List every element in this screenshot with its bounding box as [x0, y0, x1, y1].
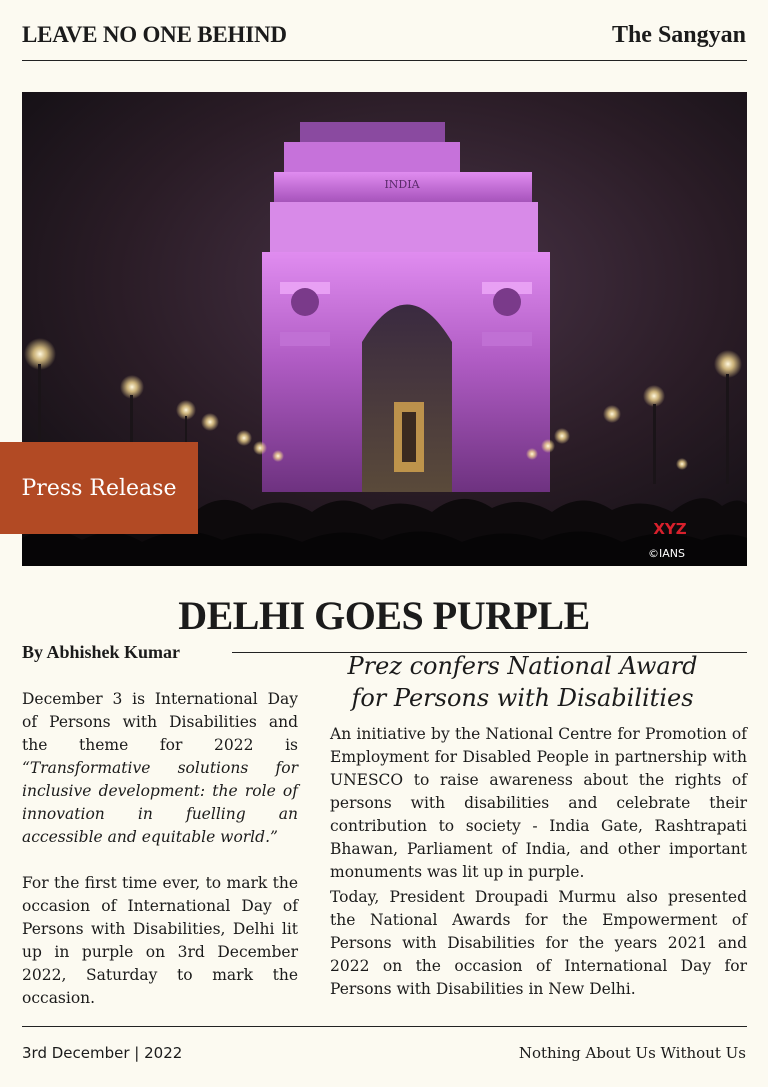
right-paragraph-2: Today, President Droupadi Murmu also presented the National Awards for the Empowerment of Persons with Disabilities for the years 2021 and 2022 on the occasion of International Day for Persons with Disabilities in New Delhi. [330, 888, 747, 998]
watermark-badge: XYZ [653, 520, 687, 538]
byline: By Abhishek Kumar [22, 642, 181, 662]
left-paragraph-1 [22, 688, 298, 849]
left-column [22, 688, 298, 1010]
top-divider [22, 60, 747, 61]
right-paragraph-1: An initiative by the National Centre for Promotion of Employment for Disabled People in partnership with UNESCO to raise awareness about the rights of persons with disabilities and celebrate their contribution to society - India Gate, Rashtrapati Bhawan, Parliament of India, and other important monuments was lit up in purple. [330, 725, 747, 881]
bottom-divider [22, 1026, 747, 1027]
theme-intro: December 3 is International Day of Persons with Disabilities and the theme for 2022 is [22, 690, 298, 754]
publication-name: The Sangyan [611, 22, 746, 48]
footer-slogan: Nothing About Us Without Us [518, 1044, 746, 1062]
photo-credit: ©IANS [648, 547, 685, 560]
footer-date: 3rd December | 2022 [22, 1044, 183, 1062]
subheadline: Prez confers National Award for Persons with Disabilities [347, 652, 698, 712]
press-release-tag: Press Release [0, 442, 198, 534]
left-paragraph-2: For the first time ever, to mark the occasion of International Day of Persons with Disabilities, Delhi lit up in purple on 3rd December 2022, Saturday to mark the occasion. [22, 874, 298, 1007]
right-column [330, 723, 747, 1001]
headline: DELHI GOES PURPLE [178, 593, 590, 638]
masthead-slogan: LEAVE NO ONE BEHIND [22, 22, 287, 47]
theme-quote: “Transformative solutions for inclusive development: the role of innovation in fuelling an accessible and equitable world.” [22, 759, 298, 846]
monument-inscription: INDIA [384, 178, 420, 191]
